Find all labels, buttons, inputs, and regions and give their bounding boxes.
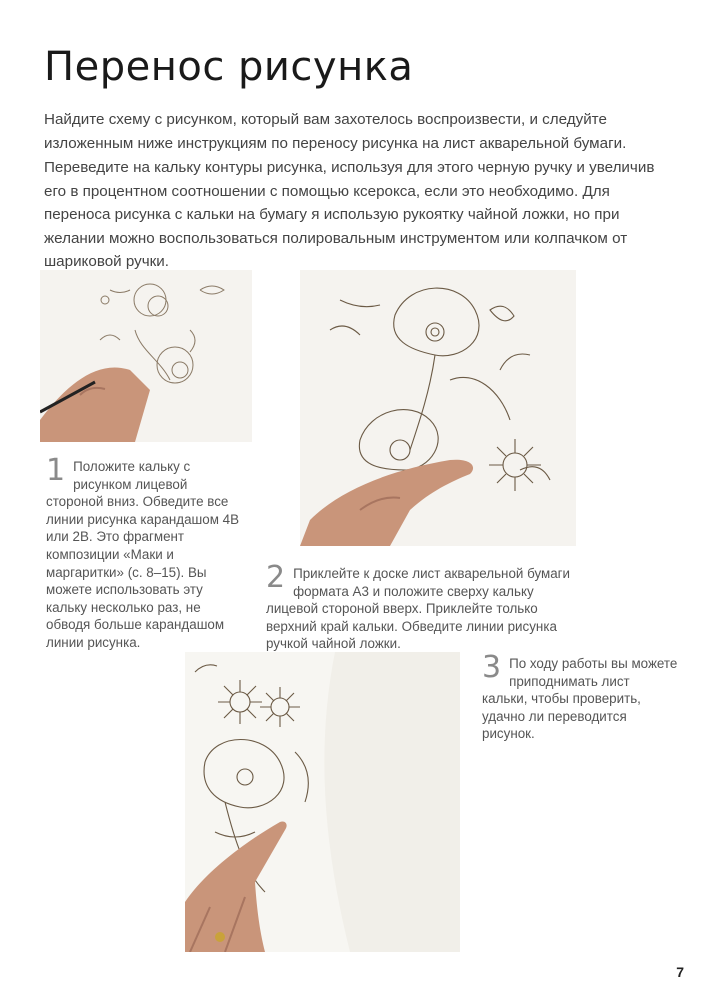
step-3: [482, 650, 678, 743]
intro-paragraph-2: Переведите на кальку контуры рисунка, используя для этого черную ручку и увеличив его в процентном соотношении с помощью ксерокса, если это необходимо. Для переноса рисунка с кальки на бумагу я использую рукоятку чайной ложки, но при желании можно воспользоваться полировальным инструментом или колпачком от шариковой ручки.: [44, 159, 655, 270]
transfer-drawing: [185, 652, 460, 952]
page-number: 7: [676, 964, 684, 980]
poppy-drawing: [300, 270, 576, 546]
photo-step-2: [300, 270, 576, 546]
photo-step-1: [40, 270, 252, 442]
tracing-paper-drawing: [40, 270, 252, 442]
step-1: [46, 453, 242, 652]
step-1-text: Положите кальку с рисунком лицевой стороной вниз. Обведите все линии рисунка карандашом 4В или 2В. Это фрагмент композиции «Маки и маргаритки» (с. 8–15). Вы можете использовать эту кальку несколько раз, не обводя больше карандашом линии рисунка.: [46, 459, 240, 650]
step-3-text: По ходу работы вы можете приподнимать лист кальки, чтобы проверить, удачно ли переводится рисунок.: [482, 656, 678, 742]
step-2: [266, 560, 582, 653]
step-3-number: 3: [482, 650, 502, 685]
intro-paragraph-1: Найдите схему с рисунком, который вам захотелось воспроизвести, и следуйте изложенным ниже инструкциям по переносу рисунка на лист акварельной бумаги.: [44, 111, 627, 152]
step-2-number: 2: [266, 560, 286, 595]
page-title: Перенос рисунка: [44, 44, 414, 90]
photo-step-3: [185, 652, 460, 952]
step-1-number: 1: [46, 453, 66, 488]
step-2-text: Приклейте к доске лист акварельной бумаги формата А3 и положите сверху кальку лицевой стороной вверх. Приклейте только верхний край кальки. Обведите линии рисунка ручкой чайной ложки.: [266, 566, 571, 652]
